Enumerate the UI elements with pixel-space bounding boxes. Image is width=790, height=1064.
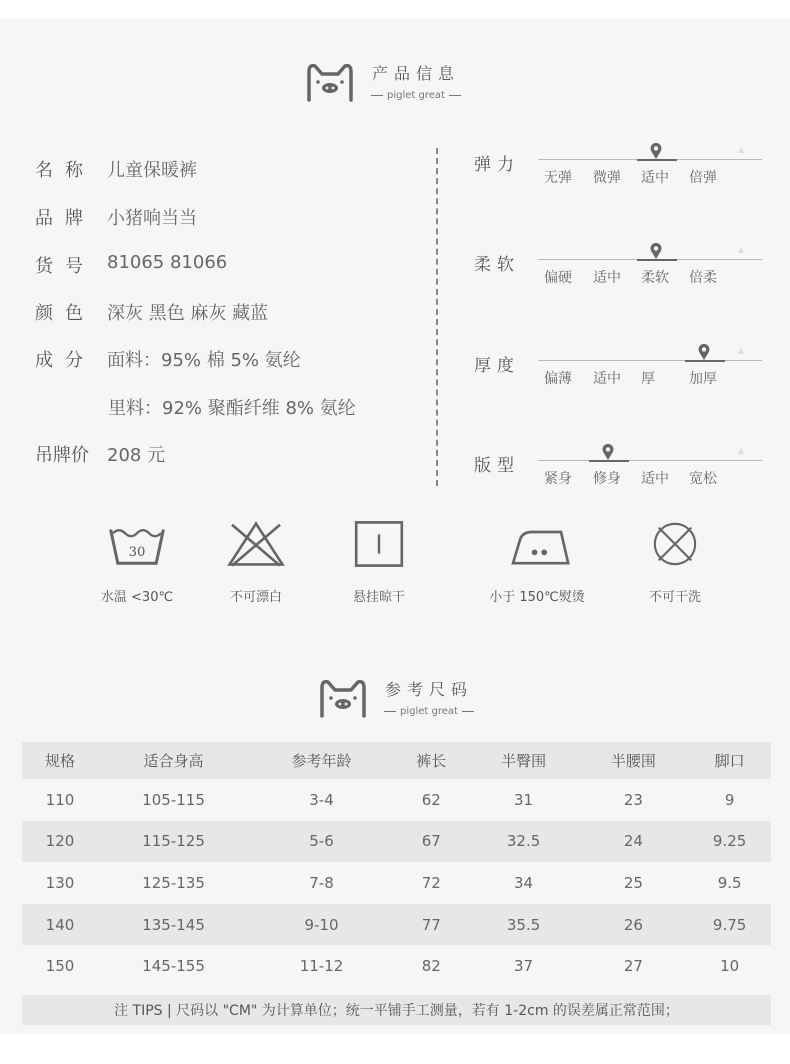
section-title: 参考尺码 [384,680,473,699]
info-label: 货号 [35,256,95,277]
scale-label: 版型 [474,456,520,476]
scale-option: 修身 [593,471,621,487]
column-header: 适合身高 [98,742,249,779]
table-cell: 25 [623,873,643,892]
table-cell: 9.75 [688,904,771,946]
table-cell: 110 [45,790,75,809]
table-cell: 62 [421,790,441,809]
no-bleach-icon [226,520,286,568]
table-cell: 105-115 [142,790,205,809]
wash-30-icon [107,520,167,568]
info-row-material [35,346,301,372]
hang-dry-icon [349,520,409,568]
section-title: 产品信息 [371,64,460,83]
no-dry-clean-icon [650,520,700,568]
scale-option: 宽松 [689,471,717,487]
care-wash [77,520,197,605]
sparkle-icon: ▲ [738,346,745,355]
scale-option: 适中 [593,270,621,286]
table-row [22,779,771,821]
brand-subtitle: piglet great [380,706,478,717]
table-cell: 35.5 [469,904,579,946]
info-row-sku [35,252,227,278]
table-cell: 10 [720,957,740,976]
location-pin-icon [697,343,711,361]
table-cell: 77 [394,904,469,946]
scale-option: 加厚 [689,371,717,387]
table-row [22,945,771,987]
column-header: 裤长 [394,742,469,779]
scale-label: 弹力 [474,155,520,175]
table-cell: 9.25 [688,821,771,863]
table-cell: 115-125 [98,821,249,863]
scale-track [538,460,762,461]
scale-label: 柔软 [474,255,520,275]
column-header: 脚口 [688,742,771,779]
pig-logo-icon [318,676,368,718]
care-iron [477,520,597,605]
bottom-band [0,1034,790,1064]
care-label: 不可漂白 [229,590,282,605]
info-value: 儿童保暖裤 [107,160,197,181]
scale-label: 厚度 [474,356,520,376]
care-label: 悬挂晾干 [352,590,405,605]
table-row [22,821,771,863]
column-header: 半腰围 [578,742,688,779]
pig-logo-icon [305,60,355,102]
info-label: 名称 [35,160,95,181]
info-value: 面料：95% 棉 5% 氨纶 [107,350,301,371]
info-row-color [35,299,268,325]
dashed-divider [436,148,438,486]
scale-option: 无弹 [544,170,572,186]
size-reference-header [318,676,478,718]
table-cell: 9 [724,790,735,809]
column-header: 半臀围 [469,742,579,779]
scale-track [538,360,762,361]
table-row [22,904,771,946]
table-cell: 150 [45,957,75,976]
table-cell: 3-4 [309,790,334,809]
scale-option: 适中 [593,371,621,387]
table-cell: 32.5 [469,821,579,863]
column-header: 规格 [22,742,98,779]
sparkle-icon: ▲ [738,145,745,154]
care-label: 水温 <30℃ [100,590,174,605]
product-info-header [305,60,465,102]
info-label: 成分 [35,350,95,371]
table-cell: 31 [514,790,534,809]
info-row-brand [35,204,197,230]
table-cell: 9-10 [249,904,394,946]
column-header: 参考年龄 [249,742,394,779]
scale-option: 倍柔 [689,270,717,286]
table-cell: 140 [22,904,98,946]
info-label: 品牌 [35,208,95,229]
table-cell: 27 [623,957,643,976]
measurement-tips: 注 TIPS | 尺码以 "CM" 为计算单位；统一平铺手工测量，若有 1-2cm 的误差属正常范围； [22,995,771,1025]
scale-option: 微弹 [593,170,621,186]
table-cell: 72 [421,873,441,892]
table-cell: 11-12 [299,957,344,976]
table-cell: 26 [578,904,688,946]
table-cell: 120 [22,821,98,863]
size-table-header [22,742,771,779]
location-pin-icon [601,443,615,461]
scale-option: 适中 [641,471,669,487]
info-value: 81065 81066 [107,252,228,273]
info-value: 深灰 黑色 麻灰 藏蓝 [107,303,269,324]
table-cell: 34 [514,873,534,892]
sparkle-icon: ▲ [738,446,745,455]
info-value: 小猪响当当 [107,208,197,229]
table-cell: 5-6 [249,821,394,863]
sparkle-icon: ▲ [738,245,745,254]
care-no-dry-clean [615,520,735,605]
table-cell: 37 [514,957,534,976]
brand-subtitle: piglet great [367,90,465,101]
table-cell: 82 [421,957,441,976]
table-row [22,862,771,904]
location-pin-icon [649,142,663,160]
iron-150-icon [501,520,573,568]
scale-option: 倍弹 [689,170,717,186]
scale-option: 偏硬 [544,270,572,286]
table-cell: 24 [578,821,688,863]
info-label: 颜色 [35,303,95,324]
scale-option: 柔软 [641,270,669,286]
table-cell: 9.5 [717,873,742,892]
price-value: 208 元 [107,445,166,466]
table-cell: 145-155 [142,957,205,976]
care-label: 小于 150℃熨烫 [489,590,585,605]
table-cell: 67 [394,821,469,863]
table-cell: 135-145 [98,904,249,946]
table-cell: 7-8 [309,873,334,892]
care-label: 不可干洗 [648,590,701,605]
scale-option: 偏薄 [544,371,572,387]
care-hang-dry [319,520,439,605]
table-cell: 130 [45,873,75,892]
price-label: 吊牌价 [35,445,89,466]
location-pin-icon [649,242,663,260]
wash-temp: 30 [128,545,146,560]
top-band [0,0,790,18]
info-row-price [35,441,165,467]
scale-option: 紧身 [544,471,572,487]
scale-option: 适中 [641,170,669,186]
table-cell: 23 [623,790,643,809]
care-no-bleach [196,520,316,605]
lining-material: 里料：92% 聚酯纤维 8% 氨纶 [108,398,356,419]
info-row-name [35,156,197,182]
scale-option: 厚 [641,371,655,387]
table-cell: 125-135 [142,873,205,892]
size-table [22,742,771,987]
